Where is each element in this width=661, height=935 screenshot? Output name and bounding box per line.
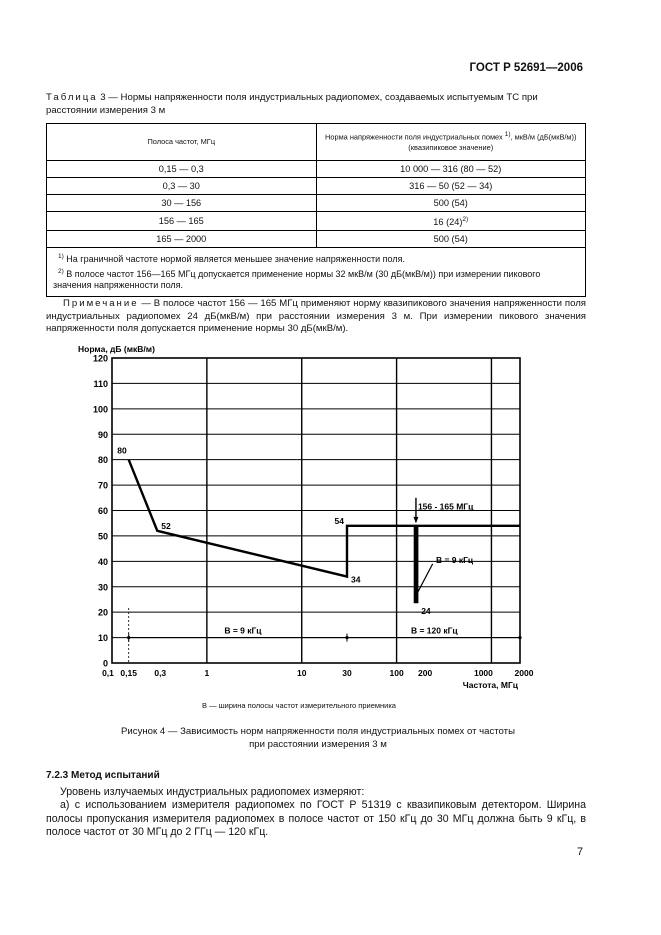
table-row [47, 195, 586, 212]
cell-norm-value: 16 (24) [433, 217, 463, 228]
col-header-norm-sup: 1) [504, 131, 511, 139]
paragraph: Уровень излучаемых индустриальных радиопомех измеряют: [60, 786, 365, 798]
x-tick-label: 0,3 [154, 668, 167, 678]
cell-band: 165 — 2000 [47, 231, 317, 248]
footnote-1-text: На граничной частоте нормой является меньшее значение напряженности поля. [63, 254, 405, 265]
y-tick-label: 50 [97, 531, 108, 542]
cell-band: 0,3 — 30 [47, 178, 317, 195]
x-tick-label: 1 [204, 668, 210, 678]
document-header: ГОСТ Р 52691—2006 [469, 62, 583, 74]
table-caption [46, 92, 586, 117]
bandwidth-arrow [418, 564, 433, 592]
cell-norm-value: 500 (54) [433, 234, 468, 245]
cell-band: 0,15 — 0,3 [47, 161, 317, 178]
point-label: 80 [117, 445, 127, 456]
y-tick-label: 90 [97, 429, 108, 440]
cell-norm-value: 500 (54) [433, 198, 468, 208]
bandwidth-low-label: В = 9 кГц [224, 625, 262, 636]
x-tick-label: 0,1 [102, 668, 114, 678]
footnote-2-mark: 2) [58, 267, 64, 275]
x-tick-label: 2000 [514, 668, 534, 678]
y-tick-label: 0 [102, 658, 108, 669]
table-footnotes [47, 248, 586, 297]
table-row [47, 178, 586, 195]
band-label: 156 - 165 МГц [417, 501, 474, 512]
point-label: 24 [421, 606, 431, 616]
chart-series [129, 460, 520, 602]
figure-caption [98, 726, 538, 751]
figure-caption-line2: при расстоянии измерения 3 м [249, 738, 387, 750]
table-caption-text: 3 — Нормы напряженности поля индустриальных радиопомех, создаваемых испытуемым ТС при расстоянии измерения 3 м [46, 92, 538, 116]
note-text: — В полосе частот 156 — 165 МГц применяют норму квазипикового значения напряженности поля индустриальных радиопомех 24 дБ(мкВ/м) при расстоянии измерения 3 м. При измерении пикового значения напряженности поля допускается применение нормы 30 дБ(мкВ/м). [46, 298, 586, 335]
note-lead: Примечание [63, 298, 139, 309]
footnote-1 [53, 251, 579, 266]
chart-annotations [117, 446, 521, 663]
col-header-band: Полоса частот, МГц [47, 124, 317, 161]
y-tick-label: 100 [92, 404, 108, 415]
x-tick-label: 0,15 [120, 668, 137, 678]
table-caption-label: Таблица [46, 92, 98, 103]
figure-legend: В — ширина полосы частот измерительного приемника [202, 701, 396, 710]
figure-caption-line1: Рисунок 4 — Зависимость норм напряженности поля индустриальных помех от частоты [121, 726, 515, 737]
footnote-2 [53, 266, 579, 292]
cell-norm [316, 195, 586, 212]
cell-band: 30 — 156 [47, 195, 317, 212]
col-header-norm-text2: , мкВ/м (дБ(мкВ/м)) (квазипиковое значение) [408, 132, 577, 153]
y-tick-label: 110 [93, 378, 108, 389]
point-label: 52 [161, 520, 171, 531]
cell-norm-value: 316 — 50 (52 — 34) [409, 181, 493, 191]
col-header-norm [316, 124, 586, 161]
x-tick-label: 1000 [473, 668, 493, 678]
note-paragraph [46, 298, 586, 336]
y-tick-label: 80 [97, 455, 108, 466]
y-tick-label: 60 [97, 506, 108, 516]
y-tick-label: 70 [97, 480, 108, 491]
point-label: 54 [334, 515, 344, 526]
y-tick-label: 40 [97, 556, 108, 567]
cell-norm [316, 231, 586, 248]
table-header-row [47, 124, 586, 161]
cell-band: 156 — 165 [47, 212, 317, 231]
cell-norm [316, 161, 586, 178]
footnote-2-text: В полосе частот 156—165 МГц допускается применение нормы 32 мкВ/м (30 дБ(мкВ/м)) при измерении пикового значения напряженности поля. [53, 268, 541, 291]
norms-table [46, 123, 586, 297]
y-tick-label: 10 [97, 633, 108, 644]
col-header-norm-text: Норма напряженности поля индустриальных помех [325, 132, 505, 142]
cell-norm [316, 212, 586, 231]
norm-line [129, 460, 520, 602]
x-tick-label: 30 [342, 668, 352, 678]
x-axis-label: Частота, МГц [462, 680, 518, 690]
footnote-1-mark: 1) [58, 253, 64, 261]
table-row [47, 161, 586, 178]
footnotes-cell [47, 248, 586, 297]
norms-chart [60, 338, 534, 700]
bandwidth-high-label: В = 120 кГц [410, 625, 458, 636]
cell-norm-sup: 2) [462, 216, 469, 223]
table-row [47, 212, 586, 231]
section-title: 7.2.3 Метод испытаний [46, 770, 160, 781]
page-number: 7 [577, 846, 584, 858]
y-tick-label: 120 [92, 353, 108, 364]
x-tick-label: 200 [418, 668, 433, 678]
y-tick-label: 20 [97, 607, 108, 618]
x-tick-label: 10 [296, 668, 307, 678]
cell-norm [316, 178, 586, 195]
cell-norm-value: 10 000 — 316 (80 — 52) [400, 164, 502, 174]
x-tick-label: 100 [389, 668, 404, 678]
section-body [46, 786, 586, 840]
arrow-head [413, 517, 418, 523]
table-row [47, 231, 586, 248]
bandwidth-label: В = 9 кГц [435, 554, 474, 565]
point-label: 34 [350, 574, 361, 585]
y-tick-label: 30 [97, 582, 108, 593]
y-axis-label: Норма, дБ (мкВ/м) [78, 344, 155, 354]
paragraph: а) с использованием измерителя радиопомех по ГОСТ Р 51319 с квазипиковым детектором. Ширина полосы пропускания измерителя радиопомех в полосе частот от 150 кГц до 30 МГц должна быть 9 кГц, в полосе частот от 30 МГц до 2 ГГц — 120 кГц. [46, 799, 586, 839]
